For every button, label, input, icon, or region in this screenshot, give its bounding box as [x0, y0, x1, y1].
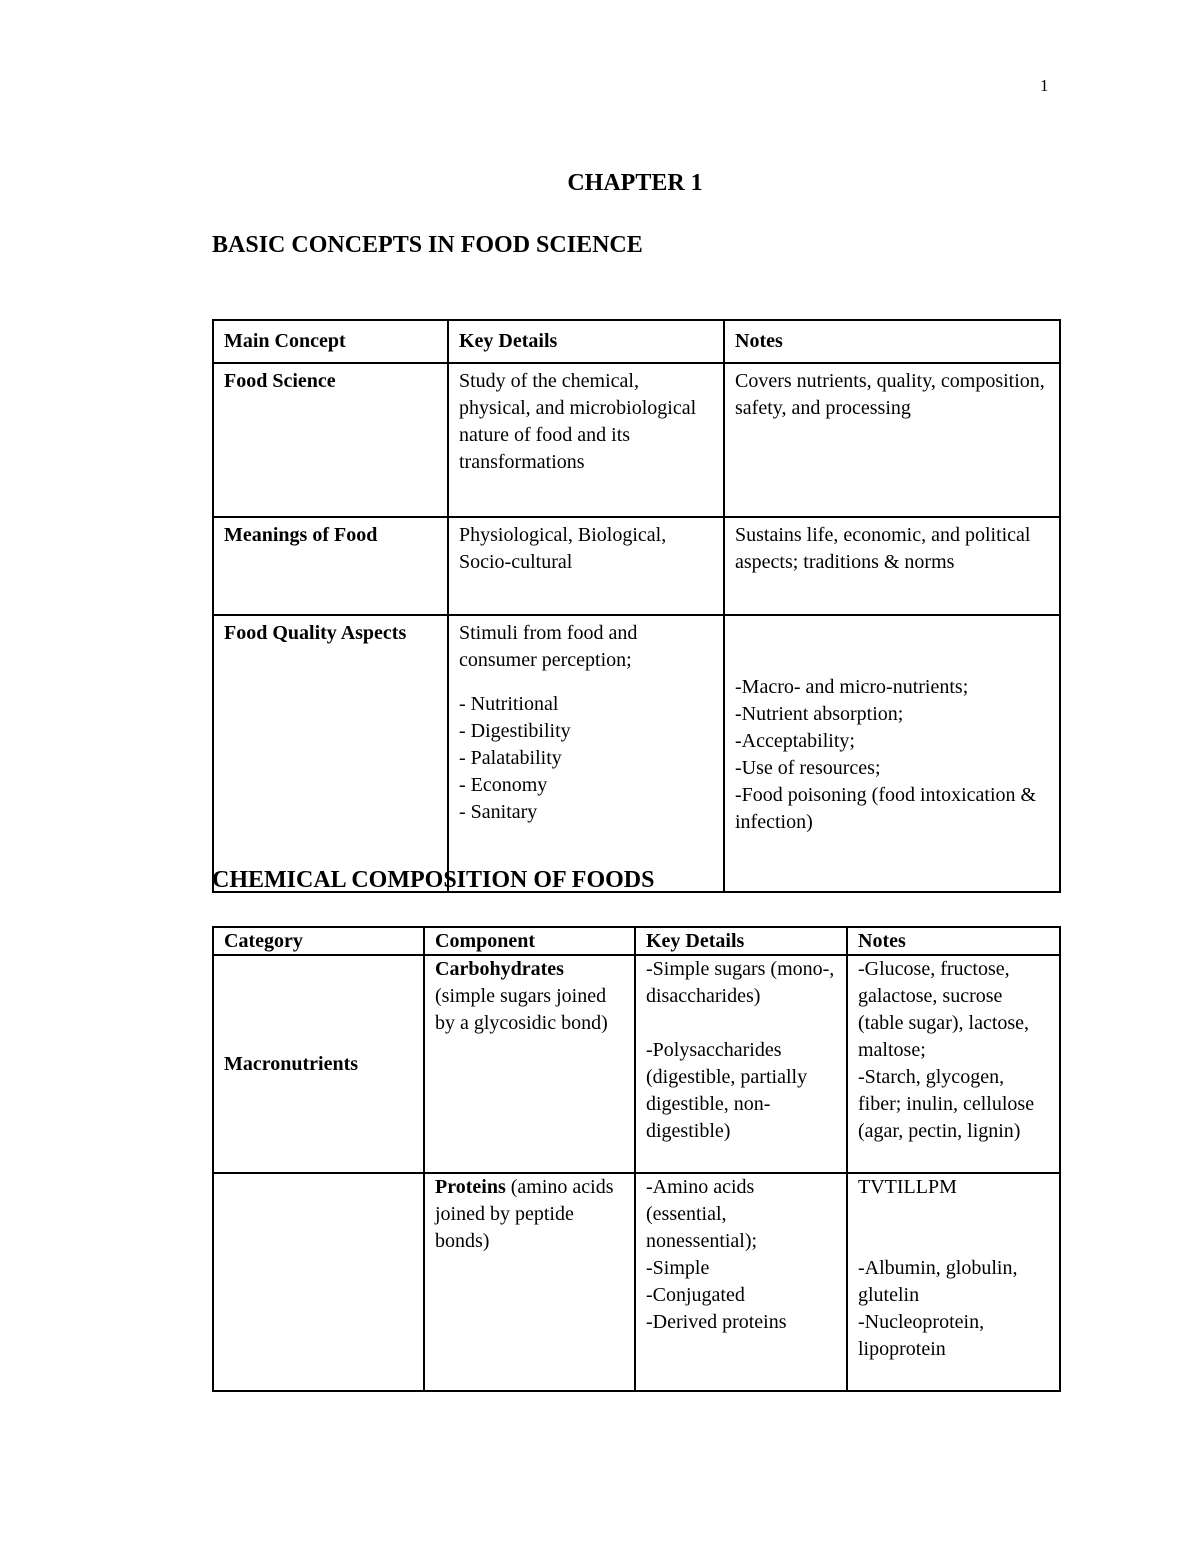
details-cell	[635, 1173, 847, 1391]
column-header: Category	[213, 927, 424, 955]
notes-text: TVTILLPM	[858, 1176, 957, 1198]
notes-cell	[847, 955, 1060, 1173]
notes-text: -Starch, glycogen, fiber; inulin, cellulose (agar, pectin, lignin)	[858, 1066, 1035, 1142]
category-cell: Macronutrients	[213, 955, 424, 1173]
list-item: -Simple	[646, 1257, 710, 1279]
notes-text: -Glucose, fructose, galactose, sucrose (table sugar), lactose, maltose;	[858, 958, 1030, 1061]
list-item: -Nucleoprotein, lipoprotein	[858, 1311, 985, 1360]
section-title-chemical-composition: CHEMICAL COMPOSITION OF FOODS	[212, 867, 655, 893]
notes-cell	[724, 615, 1060, 892]
notes-cell: Covers nutrients, quality, composition, safety, and processing	[724, 363, 1060, 517]
list-item: - Digestibility	[459, 720, 571, 742]
component-cell	[424, 1173, 635, 1391]
list-item: -Amino acids (essential, nonessential);	[646, 1176, 758, 1252]
details-cell	[635, 955, 847, 1173]
component-name: Proteins	[435, 1176, 506, 1198]
details-cell	[448, 615, 724, 892]
details-cell: Study of the chemical, physical, and microbiological nature of food and its transformations	[448, 363, 724, 517]
list-item: - Nutritional	[459, 693, 559, 715]
table-header-row	[213, 320, 1060, 363]
list-item: -Macro- and micro-nutrients;	[735, 676, 969, 698]
list-item: - Sanitary	[459, 801, 538, 823]
concept-cell: Food Quality Aspects	[213, 615, 448, 892]
page-number: 1	[1040, 76, 1049, 95]
list-item: - Economy	[459, 774, 548, 796]
component-cell	[424, 955, 635, 1173]
column-header: Notes	[847, 927, 1060, 955]
column-header: Key Details	[448, 320, 724, 363]
table-row	[213, 517, 1060, 615]
table-row	[213, 1173, 1060, 1391]
chapter-heading: CHAPTER 1	[567, 170, 703, 196]
details-cell: Physiological, Biological, Socio-cultural	[448, 517, 724, 615]
category-cell	[213, 1173, 424, 1391]
column-header: Notes	[724, 320, 1060, 363]
chemical-composition-table	[212, 926, 1061, 1392]
component-description: (amino acids joined by peptide bonds)	[435, 1176, 614, 1252]
table-row	[213, 363, 1060, 517]
table-header-row	[213, 927, 1060, 955]
details-text: -Simple sugars (mono-, disaccharides)	[646, 958, 835, 1007]
details-text: -Polysaccharides (digestible, partially digestible, non-digestible)	[646, 1039, 808, 1142]
notes-cell	[847, 1173, 1060, 1391]
quality-aspects-list	[459, 691, 713, 826]
details-intro: Stimuli from food and consumer perception;	[459, 622, 638, 671]
column-header: Main Concept	[213, 320, 448, 363]
concept-cell: Food Science	[213, 363, 448, 517]
list-item: -Albumin, globulin, glutelin	[858, 1257, 1018, 1306]
notes-cell: Sustains life, economic, and political aspects; traditions & norms	[724, 517, 1060, 615]
basic-concepts-table	[212, 319, 1061, 893]
list-item: -Nutrient absorption;	[735, 703, 904, 725]
component-description: (simple sugars joined by a glycosidic bond)	[435, 985, 608, 1034]
list-item: -Conjugated	[646, 1284, 745, 1306]
section-title-basic-concepts: BASIC CONCEPTS IN FOOD SCIENCE	[212, 232, 643, 258]
table-row	[213, 955, 1060, 1173]
column-header: Component	[424, 927, 635, 955]
list-item: -Food poisoning (food intoxication & infection)	[735, 784, 1037, 833]
list-item: -Acceptability;	[735, 730, 855, 752]
list-item: -Derived proteins	[646, 1311, 787, 1333]
component-name: Carbohydrates	[435, 958, 564, 980]
column-header: Key Details	[635, 927, 847, 955]
table-row	[213, 615, 1060, 892]
concept-cell: Meanings of Food	[213, 517, 448, 615]
list-item: - Palatability	[459, 747, 562, 769]
list-item: -Use of resources;	[735, 757, 881, 779]
